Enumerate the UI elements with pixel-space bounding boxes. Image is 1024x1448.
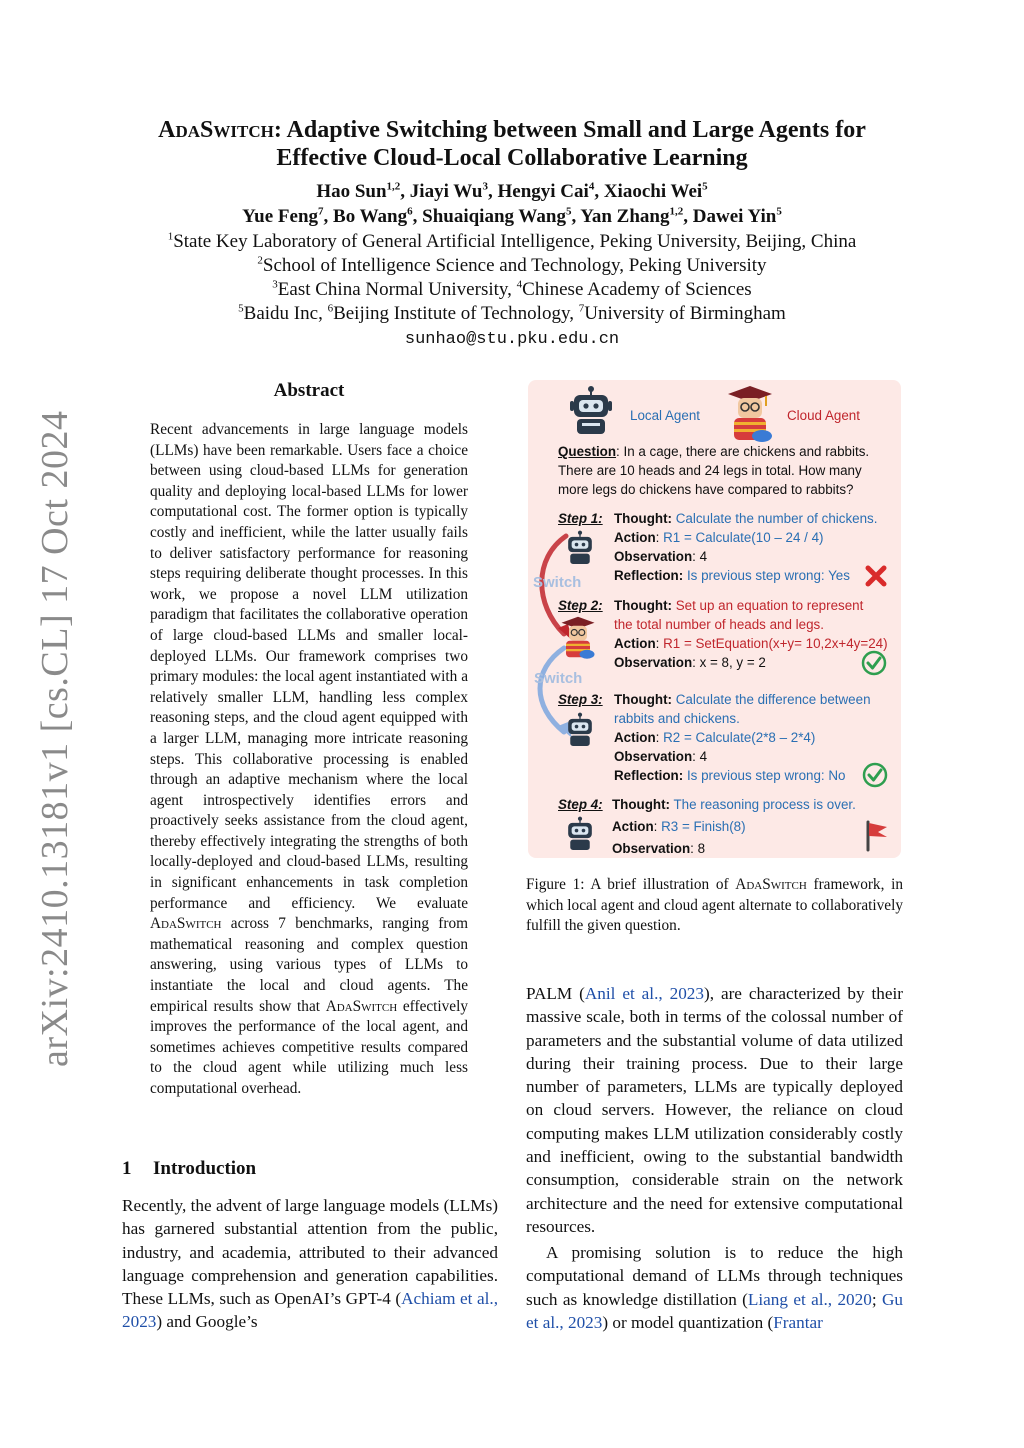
author: Bo Wang bbox=[333, 206, 408, 227]
body-text: Recently, the advent of large language models (LLMs) has garnered substantial attention from the public, industry, and academia, attributed to their advanced language comprehension and generation capabilities. These LLMs, such as OpenAI’s GPT-4 ( bbox=[122, 1196, 498, 1309]
action-text: R3 = Finish(8) bbox=[661, 819, 746, 834]
step-4-thought bbox=[612, 796, 856, 813]
author-sup: 4 bbox=[588, 180, 595, 193]
author: Yue Feng bbox=[242, 206, 319, 227]
author-sup: 1,2 bbox=[669, 205, 684, 218]
abstract-text: Recent advancements in large language models (LLMs) have been remarkable. Users face a choice between using cloud-based LLMs for generation quality and deploying local-based LLMs for lower computational cost. The former option is typically costly and inefficient, while the latter usually fails to deliver satisfactory performance for reasoning steps requiring deliberate thought processes. In this work, we propose a novel LLM utilization paradigm that facilitates the collaborative operation of large cloud-based LLMs and smaller local-deployed LLMs. Our framework comprises two primary modules: the local agent instantiated with a relatively smaller LLM, handling less complex reasoning steps, and the cloud agent equipped with a larger LLM, managing more intricate reasoning steps. This collaborative processing is enabled through an adaptive mechanism where the local agent introspectively identifies errors and proactively seeks assistance from the cloud agent, thereby effectively integrating the strengths of both locally-deployed and cloud-based LLMs, resulting in significant enhancements in task completion performance and efficiency. We evaluate bbox=[150, 421, 468, 912]
author: Dawei Yin bbox=[692, 206, 777, 227]
step-1-label: Step 1: bbox=[558, 511, 603, 526]
step-1-observation bbox=[614, 548, 707, 565]
thought-label: Thought: bbox=[614, 598, 672, 613]
section-title: Introduction bbox=[153, 1158, 257, 1179]
step-2-thought bbox=[614, 597, 863, 614]
affil-sup: 1 bbox=[167, 230, 174, 243]
thought-label: Thought: bbox=[612, 797, 670, 812]
affil-sup: 4 bbox=[516, 278, 523, 291]
author-sup: 6 bbox=[407, 205, 413, 218]
step-3-label: Step 3: bbox=[558, 692, 603, 707]
question-line-3: more legs do chickens have compared to rabbits? bbox=[558, 482, 854, 497]
method-name: AdaSwitch bbox=[735, 876, 807, 893]
action-label: Action bbox=[614, 530, 656, 545]
caption-text: Figure 1: A brief illustration of bbox=[526, 876, 736, 893]
observation-text: : 8 bbox=[690, 841, 706, 856]
author: Hengyi Cai bbox=[497, 181, 589, 202]
question-line-2: There are 10 heads and 24 legs in total. How many bbox=[558, 463, 862, 478]
title-line1: : Adaptive Switching between Small and Large Agents for bbox=[273, 117, 866, 143]
affil-text: East China Normal University, bbox=[277, 279, 517, 300]
section-number: 1 bbox=[122, 1158, 132, 1179]
step-1-thought bbox=[614, 510, 877, 527]
author-line-1: Hao Sun$^{1,2}$, Jiayi Wu$^3$, Hengyi Cai$^4$, Xiaochi Wei$^5$ bbox=[316, 180, 708, 202]
cloud-agent-scholar-icon bbox=[726, 384, 774, 442]
observation-label: Observation bbox=[614, 549, 693, 564]
figure-caption bbox=[526, 875, 903, 937]
right-paragraph-1 bbox=[526, 982, 903, 1238]
action-text: R1 = SetEquation(x+y= 10,2x+4y=24) bbox=[663, 636, 888, 651]
wrong-x-icon bbox=[864, 564, 888, 588]
observation-label: Observation bbox=[614, 655, 693, 670]
citation-link[interactable]: Gu et al., 2023 bbox=[526, 1289, 903, 1332]
affil-text: University of Birmingham bbox=[584, 303, 786, 324]
body-text: ; bbox=[871, 1289, 882, 1309]
arxiv-identifier: arXiv:2410.13181v1 [cs.CL] 17 Oct 2024 bbox=[34, 410, 76, 1067]
step-3-thought bbox=[614, 691, 871, 708]
cloud-agent-label: Cloud Agent bbox=[787, 408, 860, 423]
affil-sup: 5 bbox=[238, 302, 244, 315]
step-2-label: Step 2: bbox=[558, 598, 603, 613]
observation-text: : x = 8, y = 2 bbox=[692, 655, 766, 670]
reflection-label: Reflection: bbox=[614, 568, 684, 583]
step-3-thought-cont: rabbits and chickens. bbox=[614, 711, 740, 726]
affil-text: Beijing Institute of Technology, bbox=[333, 303, 579, 324]
affil-text: Chinese Academy of Sciences bbox=[522, 279, 752, 300]
step-2-observation bbox=[614, 654, 766, 671]
action-text: R1 = Calculate(10 – 24 / 4) bbox=[663, 530, 824, 545]
paper-title bbox=[100, 116, 924, 172]
affiliation-4 bbox=[100, 303, 924, 325]
affil-text: Baidu Inc, bbox=[243, 303, 328, 324]
correct-check-icon bbox=[862, 762, 888, 788]
author-sup: 3 bbox=[482, 180, 488, 193]
method-name: AdaSwitch bbox=[325, 997, 398, 1015]
action-text: R2 = Calculate(2*8 – 2*4) bbox=[663, 730, 816, 745]
author-sup: 5 bbox=[565, 205, 572, 218]
local-agent-robot-icon bbox=[564, 530, 596, 566]
step-1-action: Action: R1 = Calculate(10 – 24 / 4) bbox=[614, 530, 824, 545]
citation-link[interactable]: Liang et al., 2020 bbox=[747, 1289, 872, 1309]
thought-text: Set up an equation to represent bbox=[675, 598, 864, 613]
question-label: Question bbox=[558, 444, 617, 459]
affil-sup: 3 bbox=[272, 278, 278, 291]
title-line2: Effective Cloud-Local Collaborative Learning bbox=[276, 145, 748, 171]
author: Xiaochi Wei bbox=[603, 181, 703, 202]
switch-label-1: Switch bbox=[533, 574, 582, 591]
author: Yan Zhang bbox=[580, 206, 670, 227]
reflection-label: Reflection: bbox=[614, 768, 684, 783]
citation-link[interactable]: Anil et al., 2023 bbox=[584, 984, 704, 1003]
contact-email[interactable]: sunhao@stu.pku.edu.cn bbox=[404, 330, 620, 349]
author: Jiayi Wu bbox=[409, 181, 483, 202]
local-agent-label: Local Agent bbox=[630, 408, 700, 423]
affiliation-2 bbox=[100, 255, 924, 277]
right-paragraph-2 bbox=[526, 1241, 903, 1334]
thought-text: Calculate the number of chickens. bbox=[675, 511, 878, 526]
affil-sup: 7 bbox=[578, 302, 585, 315]
step-2-action: Action: R1 = SetEquation(x+y= 10,2x+4y=24) bbox=[614, 636, 888, 651]
author-line-2: Yue Feng$^7$, Bo Wang$^6$, Shuaiqiang Wang$^5$, Yan Zhang$^{1,2}$, Dawei Yin$^5$ bbox=[242, 205, 782, 227]
method-name: AdaSwitch bbox=[158, 117, 274, 143]
author-sup: 5 bbox=[776, 205, 782, 218]
local-agent-robot-icon bbox=[568, 386, 614, 436]
author-sup: 7 bbox=[318, 205, 324, 218]
body-text: PALM ( bbox=[526, 984, 585, 1003]
affiliation-1 bbox=[100, 231, 924, 253]
thought-text: Calculate the difference between bbox=[675, 692, 871, 707]
step-4-observation bbox=[612, 840, 705, 857]
question-line-1 bbox=[558, 443, 869, 460]
step-3-reflection bbox=[614, 767, 845, 784]
citation-link[interactable]: Frantar bbox=[773, 1312, 823, 1332]
author: Shuaiqiang Wang bbox=[422, 206, 566, 227]
observation-text: : 4 bbox=[692, 549, 708, 564]
method-name: AdaSwitch bbox=[150, 915, 222, 933]
action-label: Action bbox=[614, 730, 656, 745]
step-3-observation bbox=[614, 748, 707, 765]
local-agent-robot-icon bbox=[564, 712, 596, 748]
author-sup: 5 bbox=[702, 180, 708, 193]
step-4-label: Step 4: bbox=[558, 797, 603, 812]
action-label: Action bbox=[612, 819, 654, 834]
step-4-action: Action: R3 = Finish(8) bbox=[612, 819, 746, 834]
observation-label: Observation bbox=[614, 749, 693, 764]
section-heading bbox=[122, 1158, 256, 1180]
cloud-agent-scholar-icon bbox=[560, 614, 596, 660]
affil-text: School of Intelligence Science and Technology, Peking University bbox=[262, 255, 767, 276]
abstract-heading: Abstract bbox=[273, 380, 345, 401]
body-text: ), are characterized by their massive scale, both in terms of the colossal number of parameters and the substantial volume of data utilized during their training process. Due to their large number of parameters, LLMs are typically deployed on cloud servers. However, the reliance on cloud computing makes LLM utilization considerably costly and inefficient, owing to the substantial bandwidth consumption, considerable strain on the network architecture and the need for extensive computational resources. bbox=[526, 984, 903, 1236]
author: Hao Sun bbox=[316, 181, 387, 202]
step-1-reflection bbox=[614, 567, 850, 584]
abstract-text: across 7 benchmarks, ranging from mathematical reasoning and complex question answering, using various types of LLMs to instantiate the local and cloud agents. The empirical results show that bbox=[150, 915, 468, 1015]
citation-link[interactable]: Achiam et al., 2023 bbox=[122, 1289, 498, 1332]
thought-label: Thought: bbox=[614, 692, 672, 707]
local-agent-robot-icon bbox=[564, 816, 596, 852]
step-2-thought-cont: the total number of heads and legs. bbox=[614, 617, 824, 632]
affiliation-3 bbox=[100, 279, 924, 301]
finish-flag-icon bbox=[864, 820, 890, 852]
action-label: Action bbox=[614, 636, 656, 651]
reflection-text: Is previous step wrong: No bbox=[686, 768, 846, 783]
caption-text: framework, in which local agent and cloud agent alternate to collaboratively fulfill the given question. bbox=[526, 876, 903, 935]
body-text: ) or model quantization ( bbox=[602, 1312, 774, 1332]
intro-paragraph bbox=[122, 1194, 498, 1334]
body-text: A promising solution is to reduce the high computational demand of LLMs through techniques such as knowledge distillation ( bbox=[526, 1243, 903, 1309]
figure-1 bbox=[528, 380, 901, 858]
affil-sup: 6 bbox=[327, 302, 334, 315]
body-text: ) and Google’s bbox=[156, 1312, 258, 1332]
switch-arrow-2 bbox=[540, 648, 564, 732]
author-sup: 1,2 bbox=[386, 180, 401, 193]
correct-check-icon bbox=[861, 650, 887, 676]
abstract-body bbox=[150, 420, 468, 1100]
affil-sup: 2 bbox=[257, 254, 263, 267]
observation-text: : 4 bbox=[692, 749, 708, 764]
affil-text: State Key Laboratory of General Artificial Intelligence, Peking University, Beijing, China bbox=[173, 231, 857, 252]
thought-text: The reasoning process is over. bbox=[673, 797, 856, 812]
observation-label: Observation bbox=[612, 841, 691, 856]
abstract-text: effectively improves the performance of the local agent, and sometimes achieves competitive results compared to the cloud agent while utilizing much less computational overhead. bbox=[150, 997, 468, 1097]
switch-label-2: Switch bbox=[534, 670, 583, 687]
thought-label: Thought: bbox=[614, 511, 672, 526]
reflection-text: Is previous step wrong: Yes bbox=[686, 568, 850, 583]
step-3-action: Action: R2 = Calculate(2*8 – 2*4) bbox=[614, 730, 816, 745]
question-text: : In a cage, there are chickens and rabbits. bbox=[616, 444, 870, 459]
